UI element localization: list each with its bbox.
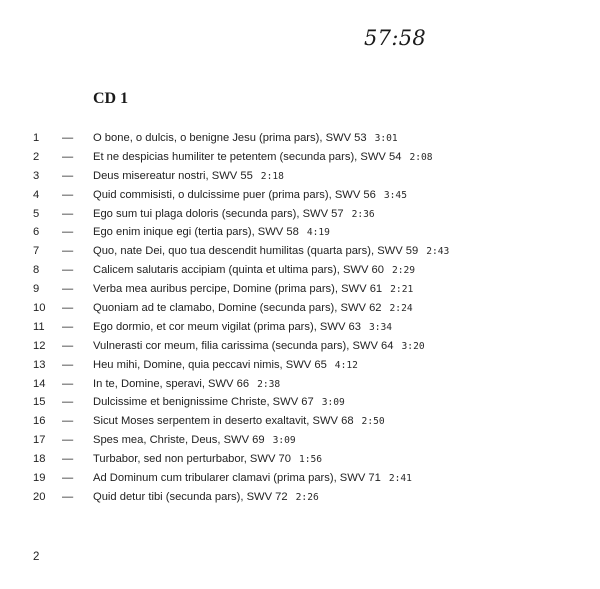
track-duration: 2:41 bbox=[388, 473, 412, 485]
track-dash: — bbox=[62, 150, 74, 163]
track-duration: 3:45 bbox=[383, 189, 407, 201]
track-dash: — bbox=[62, 453, 74, 466]
track-duration: 2:24 bbox=[389, 303, 413, 315]
track-dash: — bbox=[62, 245, 74, 258]
track-number: 3 bbox=[33, 169, 40, 182]
track-entry bbox=[93, 129, 398, 149]
track-row bbox=[0, 488, 600, 507]
track-row bbox=[0, 261, 600, 280]
track-duration: 4:12 bbox=[334, 359, 358, 371]
track-row bbox=[0, 167, 600, 186]
track-duration: 2:50 bbox=[361, 416, 385, 428]
track-title: Quid detur tibi (secunda pars), SWV 72 bbox=[93, 490, 288, 503]
track-number: 19 bbox=[33, 472, 46, 485]
track-row bbox=[0, 375, 600, 394]
track-dash: — bbox=[62, 377, 74, 390]
track-row bbox=[0, 242, 600, 261]
track-title: Quo, nate Dei, quo tua descendit humilitas (quarta pars), SWV 59 bbox=[93, 245, 419, 258]
track-entry bbox=[93, 488, 319, 508]
track-duration: 2:29 bbox=[391, 265, 416, 277]
track-number: 6 bbox=[33, 226, 40, 239]
track-duration: 3:20 bbox=[401, 340, 425, 352]
total-duration: 57:58 bbox=[364, 26, 427, 50]
track-row bbox=[0, 450, 600, 469]
track-number: 20 bbox=[33, 490, 46, 503]
track-dash: — bbox=[62, 207, 74, 220]
track-dash: — bbox=[62, 490, 74, 503]
track-dash: — bbox=[62, 339, 74, 352]
track-entry bbox=[93, 375, 280, 395]
track-row bbox=[0, 205, 600, 224]
track-title: Ego sum tui plaga doloris (secunda pars), SWV 57 bbox=[93, 207, 344, 220]
track-entry bbox=[93, 261, 415, 281]
track-number: 7 bbox=[33, 245, 40, 258]
track-duration: 2:43 bbox=[426, 246, 450, 258]
track-duration: 3:01 bbox=[374, 133, 398, 144]
track-row bbox=[0, 223, 600, 242]
cd-heading: CD 1 bbox=[93, 90, 129, 107]
track-number: 12 bbox=[33, 339, 46, 352]
track-number: 8 bbox=[33, 264, 40, 277]
track-dash: — bbox=[62, 396, 74, 409]
track-title: Turbabor, sed non perturbabor, SWV 70 bbox=[93, 453, 291, 466]
track-dash: — bbox=[62, 415, 74, 428]
track-entry bbox=[93, 205, 375, 225]
track-title: Dulcissime et benignissime Christe, SWV 67 bbox=[93, 396, 314, 409]
track-entry bbox=[93, 393, 345, 413]
track-row bbox=[0, 337, 600, 356]
track-title: Ad Dominum cum tribularer clamavi (prima pars), SWV 71 bbox=[93, 472, 381, 485]
track-title: Ego dormio, et cor meum vigilat (prima pars), SWV 63 bbox=[93, 320, 361, 333]
track-title: Sicut Moses serpentem in deserto exaltavit, SWV 68 bbox=[93, 415, 354, 428]
track-dash: — bbox=[62, 264, 74, 277]
track-title: Vulnerasti cor meum, filia carissima (secunda pars), SWV 64 bbox=[93, 339, 394, 352]
track-title: Verba mea auribus percipe, Domine (prima pars), SWV 61 bbox=[93, 283, 383, 296]
track-entry bbox=[93, 299, 413, 319]
track-dash: — bbox=[62, 188, 74, 201]
track-number: 15 bbox=[33, 396, 46, 409]
track-entry bbox=[93, 431, 296, 451]
track-number: 14 bbox=[33, 377, 46, 390]
track-row bbox=[0, 393, 600, 412]
track-number: 16 bbox=[33, 415, 46, 428]
track-row bbox=[0, 469, 600, 488]
track-entry bbox=[93, 186, 407, 206]
track-title: Et ne despicias humiliter te petentem (secunda pars), SWV 54 bbox=[93, 150, 402, 163]
track-dash: — bbox=[62, 283, 74, 296]
track-row bbox=[0, 431, 600, 450]
track-entry bbox=[93, 148, 433, 168]
track-number: 10 bbox=[33, 302, 46, 315]
track-dash: — bbox=[62, 434, 74, 447]
track-duration: 2:21 bbox=[390, 284, 414, 296]
page-number: 2 bbox=[33, 551, 40, 563]
track-number: 11 bbox=[33, 320, 45, 333]
track-duration: 1:56 bbox=[298, 454, 323, 466]
track-number: 13 bbox=[33, 358, 46, 371]
track-title: Heu mihi, Domine, quia peccavi nimis, SWV 65 bbox=[93, 358, 327, 371]
track-dash: — bbox=[62, 169, 74, 182]
track-duration: 3:09 bbox=[321, 397, 345, 409]
track-entry bbox=[93, 242, 449, 262]
track-number: 5 bbox=[33, 207, 40, 220]
track-number: 4 bbox=[33, 188, 40, 201]
track-row bbox=[0, 299, 600, 318]
track-title: Spes mea, Christe, Deus, SWV 69 bbox=[93, 434, 265, 447]
track-dash: — bbox=[62, 358, 74, 371]
track-dash: — bbox=[62, 226, 74, 239]
track-duration: 2:08 bbox=[409, 151, 433, 163]
track-row bbox=[0, 129, 600, 148]
track-duration: 3:34 bbox=[368, 321, 393, 333]
track-dash: — bbox=[62, 132, 74, 144]
track-entry bbox=[93, 337, 425, 357]
track-number: 1 bbox=[33, 132, 40, 144]
track-row bbox=[0, 280, 600, 299]
track-entry bbox=[93, 450, 322, 470]
track-entry bbox=[93, 469, 412, 489]
track-title: Quid commisisti, o dulcissime puer (prima pars), SWV 56 bbox=[93, 188, 376, 201]
track-dash: — bbox=[62, 472, 74, 485]
track-duration: 2:18 bbox=[260, 170, 284, 182]
track-duration: 2:38 bbox=[257, 378, 281, 390]
track-entry bbox=[93, 412, 385, 432]
track-row bbox=[0, 148, 600, 167]
track-entry bbox=[93, 167, 284, 187]
track-dash: — bbox=[62, 302, 74, 315]
track-number: 9 bbox=[33, 283, 40, 296]
track-row bbox=[0, 412, 600, 431]
track-row bbox=[0, 318, 600, 337]
track-list bbox=[0, 129, 600, 507]
track-entry bbox=[93, 223, 330, 243]
track-title: Ego enim inique egi (tertia pars), SWV 58 bbox=[93, 226, 299, 239]
track-entry bbox=[93, 318, 392, 338]
track-title: Quoniam ad te clamabo, Domine (secunda pars), SWV 62 bbox=[93, 302, 382, 315]
track-title: O bone, o dulcis, o benigne Jesu (prima pars), SWV 53 bbox=[93, 132, 367, 144]
track-title: Calicem salutaris accipiam (quinta et ultima pars), SWV 60 bbox=[93, 264, 384, 277]
track-duration: 4:19 bbox=[306, 227, 330, 239]
track-duration: 2:36 bbox=[351, 208, 375, 220]
track-number: 18 bbox=[33, 453, 46, 466]
track-row bbox=[0, 186, 600, 205]
track-number: 17 bbox=[33, 434, 46, 447]
track-title: Deus misereatur nostri, SWV 55 bbox=[93, 169, 253, 182]
track-entry bbox=[93, 280, 413, 300]
track-number: 2 bbox=[33, 150, 40, 163]
track-dash: — bbox=[62, 320, 74, 333]
track-title: In te, Domine, speravi, SWV 66 bbox=[93, 377, 250, 390]
track-entry bbox=[93, 356, 358, 376]
track-duration: 2:26 bbox=[295, 491, 319, 503]
track-row bbox=[0, 356, 600, 375]
track-duration: 3:09 bbox=[272, 435, 296, 447]
